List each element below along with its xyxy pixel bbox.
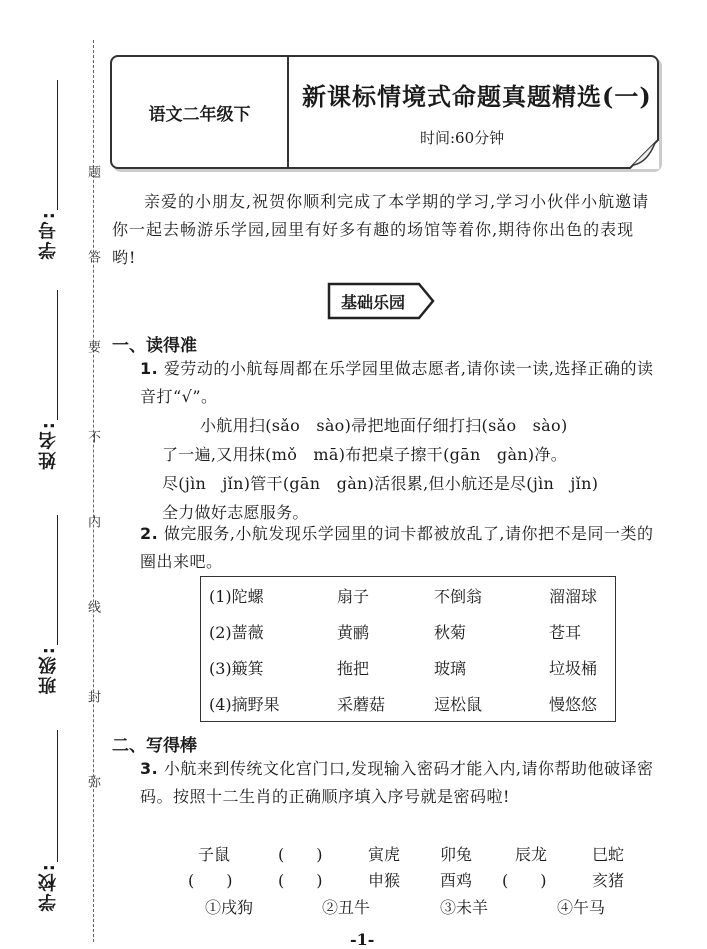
zodiac-item: 酉鸡 [440, 871, 473, 890]
section-heading: 二、写得棒 [112, 736, 197, 756]
word-item[interactable]: 垃圾桶 [549, 659, 598, 678]
q1-line: 尽(jìn jǐn)管干(gān gàn)活很累,但小航还是尽(jìn jǐn) [162, 474, 599, 493]
page-title: 新课标情境式命题真题精选(一) [302, 82, 652, 111]
word-card-table [200, 576, 616, 722]
section-heading: 一、读得准 [112, 336, 197, 356]
page-fold-icon [629, 139, 659, 169]
answer-blank[interactable]: ( ) [188, 871, 233, 890]
section-badge [327, 282, 435, 320]
time-limit: 时间:60分钟 [420, 129, 505, 147]
word-item[interactable]: (4)摘野果 [209, 695, 280, 714]
word-item[interactable]: 不倒翁 [434, 587, 483, 606]
word-row [209, 577, 609, 613]
answer-blank[interactable]: ( ) [502, 871, 547, 890]
seal-char: 线 [85, 600, 100, 613]
answer-blank[interactable]: ( ) [278, 845, 323, 864]
word-item[interactable]: 慢悠悠 [549, 695, 598, 714]
question-number: 2. [140, 524, 159, 543]
q1-line: 全力做好志愿服务。 [162, 503, 309, 522]
question-2 [140, 520, 655, 576]
word-item[interactable]: 玻璃 [434, 659, 467, 678]
badge-label: 基础乐园 [340, 292, 405, 312]
seal-char: 弥 [85, 775, 100, 788]
seal-char: 封 [85, 690, 100, 703]
q1-line: 小航用扫(sǎo sào)帚把地面仔细打扫(sǎo sào) [200, 416, 568, 435]
answer-blank[interactable]: ( ) [278, 871, 323, 890]
zodiac-item: 亥猪 [592, 871, 625, 890]
zodiac-item: 子鼠 [198, 845, 231, 864]
seal-char: 内 [85, 515, 100, 528]
school-label: 学校: [38, 862, 59, 912]
seal-char: 题 [85, 165, 100, 178]
student-id-label: 学号: [38, 210, 59, 260]
word-item[interactable]: 苍耳 [549, 623, 582, 642]
word-item[interactable]: 逗松鼠 [434, 695, 483, 714]
word-row [209, 649, 609, 685]
word-row [209, 613, 609, 649]
word-item[interactable]: 扇子 [337, 587, 370, 606]
seal-char: 答 [85, 250, 100, 263]
question-number: 3. [140, 759, 159, 778]
word-item[interactable]: 秋菊 [434, 623, 467, 642]
seal-char: 要 [85, 340, 100, 353]
seal-char: 不 [85, 430, 100, 443]
name-label: 姓名: [38, 420, 59, 470]
word-item[interactable]: (1)陀螺 [209, 587, 264, 606]
word-item[interactable]: 黄鹂 [337, 623, 370, 642]
zodiac-row-2 [0, 868, 707, 892]
name-field[interactable] [57, 290, 58, 420]
zodiac-item: 寅虎 [368, 845, 401, 864]
word-item[interactable]: (3)簸箕 [209, 659, 264, 678]
question-prompt: 爱劳动的小航每周都在乐学园里做志愿者,请你读一读,选择正确的读音打“√”。 [140, 359, 654, 406]
zodiac-item: 卯兔 [440, 845, 473, 864]
zodiac-row-1 [0, 842, 707, 866]
page-number: -1- [350, 930, 375, 949]
question-3 [140, 755, 655, 811]
question-number: 1. [140, 359, 159, 378]
options-row [0, 895, 707, 919]
word-item[interactable]: (2)蔷薇 [209, 623, 264, 642]
intro-paragraph: 亲爱的小朋友,祝贺你顺利完成了本学期的学习,学习小伙伴小航邀请你一起去畅游乐学园,园里有好多有趣的场馆等着你,期待你出色的表现哟! [112, 192, 650, 267]
option-item: ①戌狗 [205, 898, 254, 917]
class-field[interactable] [57, 515, 58, 645]
word-item[interactable]: 拖把 [337, 659, 370, 678]
question-prompt: 做完服务,小航发现乐学园里的词卡都被放乱了,请你把不是同一类的圈出来吧。 [140, 524, 654, 571]
word-item[interactable]: 采蘑菇 [337, 695, 386, 714]
word-row [209, 685, 609, 721]
student-id-field[interactable] [57, 80, 58, 210]
option-item: ③未羊 [440, 898, 489, 917]
option-item: ④午马 [557, 898, 606, 917]
zodiac-item: 申猴 [368, 871, 401, 890]
option-item: ②丑牛 [322, 898, 371, 917]
question-1 [140, 355, 655, 411]
zodiac-item: 辰龙 [515, 845, 548, 864]
subject-label: 语文二年级下 [112, 57, 289, 167]
class-label: 班级: [38, 645, 59, 695]
word-item[interactable]: 溜溜球 [549, 587, 598, 606]
zodiac-item: 巳蛇 [592, 845, 625, 864]
question-prompt: 小航来到传统文化宫门口,发现输入密码才能入内,请你帮助他破译密码。按照十二生肖的正确顺序填入序号就是密码啦! [140, 759, 654, 806]
q1-line: 了一遍,又用抹(mǒ mā)布把桌子擦干(gān gàn)净。 [162, 445, 568, 464]
header-box [110, 55, 659, 169]
